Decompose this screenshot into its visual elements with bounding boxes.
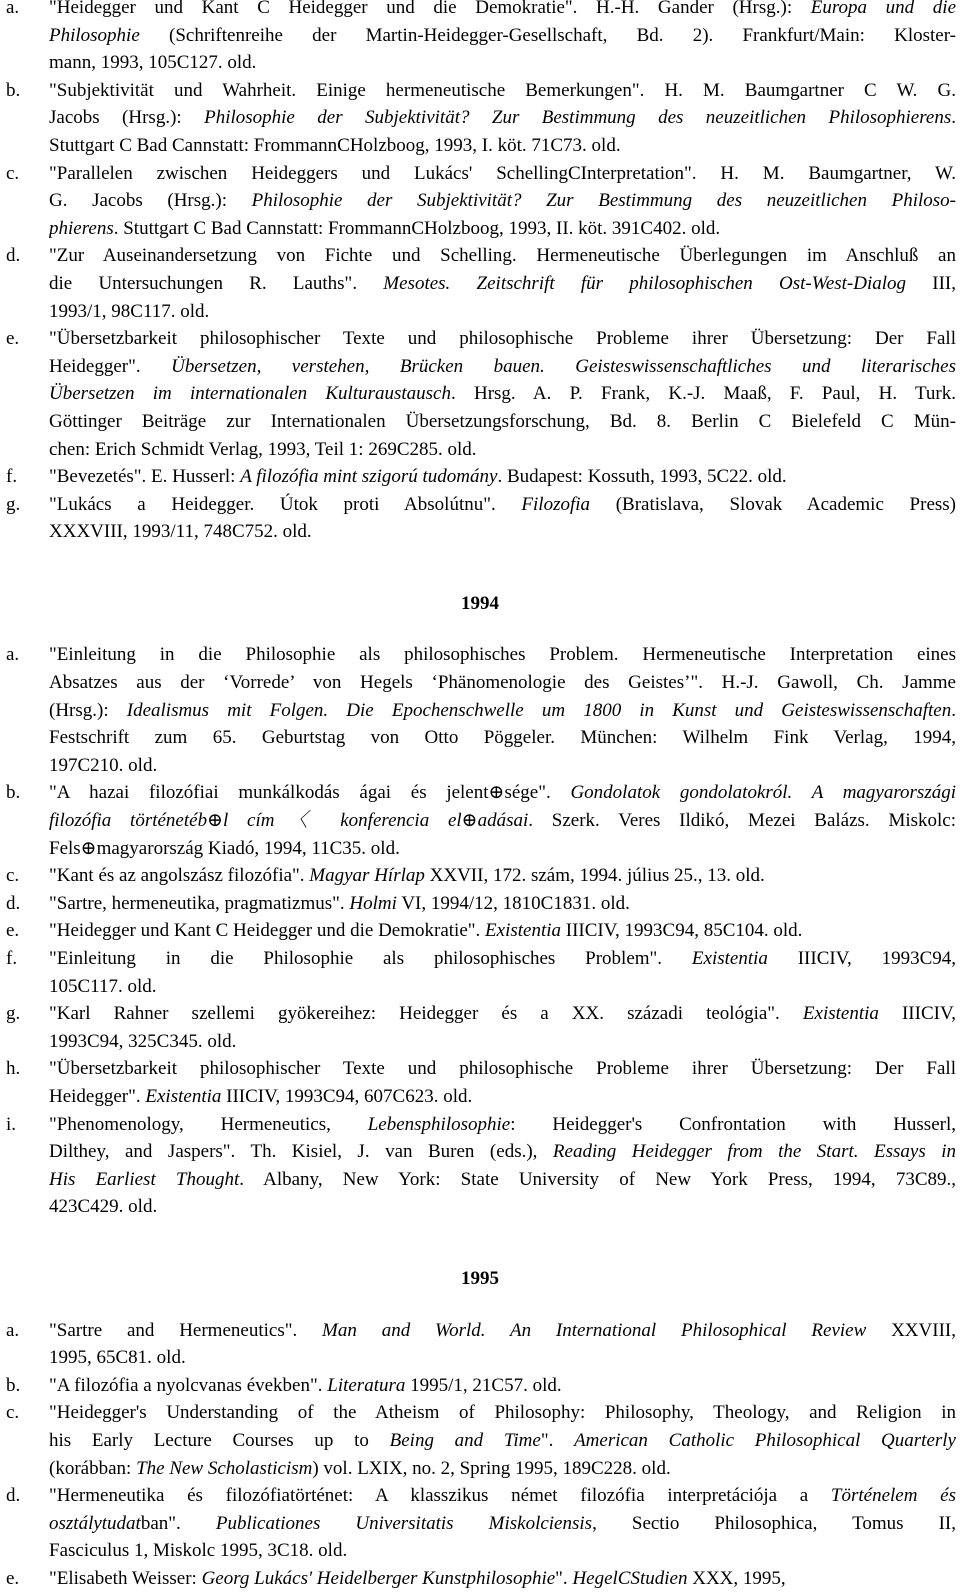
bibliography-entry <box>0 890 960 918</box>
entry-letter: i. <box>6 1113 17 1135</box>
entry-letter: e. <box>6 920 20 942</box>
bibliography-entry <box>0 77 960 160</box>
entry-letter: c. <box>6 1402 20 1424</box>
entry-text-line: (korábban: The New Scholasticism) vol. LXIX, no. 2, Spring 1995, 189C228. old. <box>49 1457 671 1479</box>
entry-text-line: osztálytudatban". Publicationes Universitatis Miskolciensis, Sectio Philosophica, Tomus II, <box>49 1512 956 1534</box>
entry-text-line: 197C210. old. <box>49 754 158 776</box>
entry-text-line: "Sartre and Hermeneutics". Man and World. An International Philosophical Review XXVIII, <box>49 1319 956 1341</box>
entry-text-line: Fasciculus 1, Miskolc 1995, 3C18. old. <box>49 1540 348 1562</box>
entry-letter: f. <box>6 948 18 969</box>
bibliography-entry <box>0 1317 960 1372</box>
year-heading: 1995 <box>461 1267 499 1289</box>
entry-letter: c. <box>6 865 20 887</box>
bibliography-entry <box>0 491 960 546</box>
bibliography-entry <box>0 1111 960 1221</box>
entry-text-line: "Kant és az angolszász filozófia". Magyar Hírlap XXVII, 172. szám, 1994. július 25., 13. old. <box>49 865 765 887</box>
bibliography-entry <box>0 917 960 945</box>
bibliography-section <box>0 0 960 546</box>
bibliography-entry <box>0 1372 960 1400</box>
entry-text-line: "Heidegger und Kant C Heidegger und die Demokratie". H.-H. Gander (Hrsg.): Europa und die <box>49 0 956 18</box>
entry-text-line: G. Jacobs (Hrsg.): Philosophie der Subjektivität? Zur Bestimmung des neuzeitlichen Philoso- <box>49 190 956 212</box>
entry-text-line: "Heidegger und Kant C Heidegger und die Demokratie". Existentia IIICIV, 1993C94, 85C104. old. <box>49 920 803 942</box>
entry-text-line: his Early Lecture Courses up to Being and Time". American Catholic Philosophical Quarterly <box>49 1429 956 1451</box>
entry-text-line: 1993C94, 325C345. old. <box>49 1030 237 1052</box>
bibliography-entry <box>0 0 960 77</box>
entry-text-line: "Elisabeth Weisser: Georg Lukács' Heidelberger Kunstphilosophie". HegelCStudien XXX, 1995, <box>49 1567 786 1589</box>
bibliography-entry <box>0 641 960 779</box>
entry-text-line: Jacobs (Hrsg.): Philosophie der Subjektivität? Zur Bestimmung des neuzeitlichen Philosophierens. <box>49 107 956 129</box>
entry-text-line: filozófia történetéb⊕l cím〈 konferencia el⊕adásai. Szerk. Veres Ildikó, Mezei Balázs. Miskolc: <box>49 810 956 832</box>
entry-text-line: 1993/1, 98C117. old. <box>49 300 210 322</box>
bibliography-entry <box>0 945 960 1000</box>
bibliography-entry <box>0 1565 960 1592</box>
entry-text-line: Fels⊕magyarország Kiadó, 1994, 11C35. old. <box>49 837 400 859</box>
entry-text-line: Übersetzen im internationalen Kulturaustausch. Hrsg. A. P. Frank, K.-J. Maaß, F. Paul, H. Turk. <box>49 383 956 405</box>
entry-letter: a. <box>6 1319 20 1341</box>
entry-text-line: "Einleitung in die Philosophie als philosophisches Problem. Hermeneutische Interpretation eines <box>49 644 956 666</box>
entry-text-line: "A hazai filozófiai munkálkodás ágai és jelent⊕sége". Gondolatok gondolatokról. A magyarországi <box>49 782 956 804</box>
bibliography-entry <box>0 160 960 243</box>
entry-text-line: "Übersetzbarkeit philosophischer Texte und philosophische Probleme ihrer Übersetzung: Der Fall <box>49 328 956 350</box>
entry-letter: f. <box>6 466 18 488</box>
entry-letter: b. <box>6 1374 21 1396</box>
bibliography-entry <box>0 1482 960 1565</box>
entry-text-line: "Zur Auseinandersetzung von Fichte und Schelling. Hermeneutische Überlegungen im Anschluß an <box>49 245 956 267</box>
entry-letter: h. <box>6 1058 21 1080</box>
entry-text-line: "Sartre, hermeneutika, pragmatizmus". Holmi VI, 1994/12, 1810C1831. old. <box>49 892 630 914</box>
bibliography-entry <box>0 242 960 325</box>
entry-letter: d. <box>6 892 21 914</box>
entry-text-line: "Heidegger's Understanding of the Atheism of Philosophy: Philosophy, Theology, and Religion in <box>49 1402 956 1424</box>
entry-text-line: XXXVIII, 1993/11, 748C752. old. <box>49 521 312 543</box>
entry-text-line: phierens. Stuttgart C Bad Cannstatt: FrommannCHolzboog, 1993, II. köt. 391C402. old. <box>49 217 721 239</box>
bibliography-entry <box>0 463 960 491</box>
entry-text-line: 1995, 65C81. old. <box>49 1347 186 1369</box>
entry-text-line: "Übersetzbarkeit philosophischer Texte und philosophische Probleme ihrer Übersetzung: Der Fall <box>49 1058 956 1080</box>
entry-text-line: "Karl Rahner szellemi gyökereihez: Heidegger és a XX. századi teológia". Existentia IIICIV, <box>49 1003 956 1025</box>
entry-letter: g. <box>6 1003 21 1025</box>
entry-text-line: Heidegger". Übersetzen, verstehen, Brücken bauen. Geisteswissenschaftliches und literarisches <box>49 355 956 377</box>
entry-text-line: Göttinger Beiträge zur Internationalen Übersetzungsforschung, Bd. 8. Berlin C Bielefeld C Mün- <box>49 410 956 432</box>
entry-text-line: Absatzes aus der ‘Vorrede’ von Hegels ‘Phänomenologie des Geistes’". H.-J. Gawoll, Ch. Jamme <box>49 672 956 694</box>
entry-text-line: Heidegger". Existentia IIICIV, 1993C94, 607C623. old. <box>49 1085 473 1107</box>
bibliography-section <box>0 1265 960 1592</box>
entry-letter: e. <box>6 1567 20 1589</box>
entry-letter: b. <box>6 782 21 804</box>
entry-text-line: chen: Erich Schmidt Verlag, 1993, Teil 1: 269C285. old. <box>49 438 477 460</box>
entry-letter: d. <box>6 245 21 267</box>
entry-letter: d. <box>6 1485 21 1507</box>
entry-text-line: "Bevezetés". E. Husserl: A filozófia mint szigorú tudomány. Budapest: Kossuth, 1993, 5C22. old. <box>49 466 787 488</box>
entry-text-line: Dilthey, and Jaspers". Th. Kisiel, J. van Buren (eds.), Reading Heidegger from the Start. Essays in <box>49 1141 956 1163</box>
entry-text-line: 423C429. old. <box>49 1196 158 1218</box>
entry-letter: e. <box>6 328 20 350</box>
bibliography-entry <box>0 779 960 862</box>
entry-text-line: "Phenomenology, Hermeneutics, Lebensphilosophie: Heidegger's Confrontation with Husserl, <box>49 1113 956 1135</box>
entry-text-line: "Subjektivität und Wahrheit. Einige hermeneutische Bemerkungen". H. M. Baumgartner C W. G. <box>49 79 956 101</box>
year-heading: 1994 <box>461 592 499 614</box>
bibliography-entry <box>0 325 960 463</box>
entry-text-line: mann, 1993, 105C127. old. <box>49 52 257 74</box>
entry-letter: a. <box>6 0 20 18</box>
entry-text-line: Festschrift zum 65. Geburtstag von Otto Pöggeler. München: Wilhelm Fink Verlag, 1994, <box>49 727 956 749</box>
entry-text-line: "Einleitung in die Philosophie als philosophisches Problem". Existentia IIICIV, 1993C94, <box>49 948 956 969</box>
entry-letter: a. <box>6 644 20 666</box>
bibliography-entry <box>0 1399 960 1482</box>
entry-text-line: (Hrsg.): Idealismus mit Folgen. Die Epochenschwelle um 1800 in Kunst und Geisteswissenschaften. <box>49 699 956 721</box>
entry-text-line: Philosophie (Schriftenreihe der Martin-Heidegger-Gesellschaft, Bd. 2). Frankfurt/Main: Kloster- <box>49 24 956 46</box>
entry-letter: c. <box>6 162 20 184</box>
entry-text-line: "A filozófia a nyolcvanas években". Literatura 1995/1, 21C57. old. <box>49 1374 562 1396</box>
entry-text-line: "Lukács a Heidegger. Útok proti Absolútnu". Filozofia (Bratislava, Slovak Academic Press) <box>49 493 956 515</box>
entry-text-line: His Earliest Thought. Albany, New York: State University of New York Press, 1994, 73C89., <box>49 1168 956 1190</box>
entry-letter: g. <box>6 493 21 515</box>
entry-text-line: die Untersuchungen R. Lauths". Mesotes. Zeitschrift für philosophischen Ost-West-Dialog III, <box>49 272 956 294</box>
bibliography-section <box>0 590 960 1221</box>
bibliography-entry <box>0 1000 960 1055</box>
entry-text-line: Stuttgart C Bad Cannstatt: FrommannCHolzboog, 1993, I. köt. 71C73. old. <box>49 134 621 156</box>
entry-text-line: 105C117. old. <box>49 975 157 997</box>
entry-text-line: "Hermeneutika és filozófiatörténet: A klasszikus német filozófia interpretációja a Történelem és <box>49 1485 956 1507</box>
bibliography-entry <box>0 1055 960 1110</box>
bibliography-entry <box>0 862 960 890</box>
entry-letter: b. <box>6 79 21 101</box>
entry-text-line: "Parallelen zwischen Heideggers und Lukács' SchellingCInterpretation". H. M. Baumgartner, W. <box>49 162 956 184</box>
